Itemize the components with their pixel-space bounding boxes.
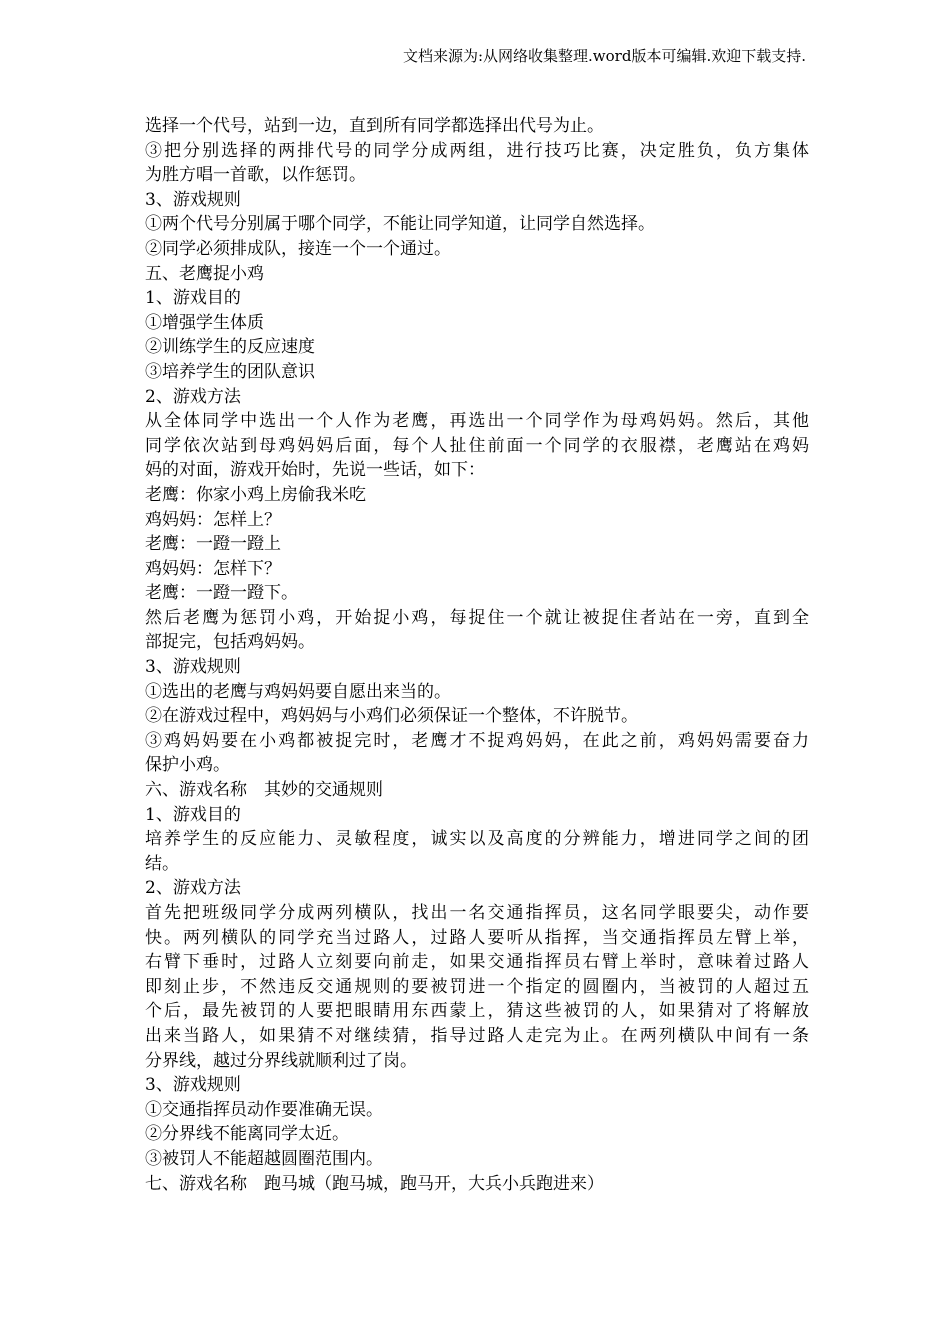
text-line: 保护小鸡。 (145, 755, 230, 776)
text-line: ②训练学生的反应速度 (145, 337, 315, 358)
text-line: 六、游戏名称 其妙的交通规则 (145, 780, 383, 801)
text-line: 从全体同学中选出一个人作为老鹰，再选出一个同学作为母鸡妈妈。然后，其他 (145, 411, 809, 432)
text-line: ①选出的老鹰与鸡妈妈要自愿出来当的。 (145, 681, 451, 702)
text-line: 分界线，越过分界线就顺利过了岗。 (145, 1050, 417, 1071)
text-line: 培养学生的反应能力、灵敏程度，诚实以及高度的分辨能力，增进同学之间的团 (145, 829, 809, 850)
text-line: 部捉完，包括鸡妈妈。 (145, 632, 315, 653)
text-line: ③鸡妈妈要在小鸡都被捉完时，老鹰才不捉鸡妈妈，在此之前，鸡妈妈需要奋力 (145, 730, 809, 751)
text-line: 快。两列横队的同学充当过路人，过路人要听从指挥，当交通指挥员左臂上举， (145, 927, 809, 948)
text-line: 1、游戏目的 (145, 804, 241, 825)
text-line: 结。 (145, 853, 179, 874)
text-line: 首先把班级同学分成两列横队，找出一名交通指挥员，这名同学眼要尖，动作要 (145, 903, 809, 923)
document-body (145, 114, 809, 1196)
text-line: ②分界线不能离同学太近。 (145, 1124, 349, 1145)
page-header: 文档来源为:从网络收集整理.word版本可编辑.欢迎下载支持. (402, 47, 806, 65)
text-line: 老鹰：一蹬一蹬上 (145, 534, 281, 555)
text-line: 妈的对面，游戏开始时，先说一些话，如下： (145, 460, 485, 481)
text-line: 七、游戏名称 跑马城（跑马城，跑马开，大兵小兵跑进来） (145, 1173, 604, 1194)
text-line: 为胜方唱一首歌，以作惩罚。 (145, 165, 366, 186)
text-line: 右臂下垂时，过路人立刻要向前走，如果交通指挥员右臂上举时，意味着过路人 (145, 952, 809, 973)
text-line: ②同学必须排成队，接连一个一个通过。 (145, 238, 451, 259)
text-line: 鸡妈妈：怎样上？ (145, 509, 281, 530)
text-line: ②在游戏过程中，鸡妈妈与小鸡们必须保证一个整体，不许脱节。 (145, 706, 638, 727)
text-line: 老鹰：你家小鸡上房偷我米吃 (145, 484, 366, 505)
text-line: ③被罚人不能超越圆圈范围内。 (145, 1148, 383, 1169)
text-line: 3、游戏规则 (145, 189, 241, 210)
text-line: 选择一个代号，站到一边，直到所有同学都选择出代号为止。 (145, 116, 604, 136)
text-line: 3、游戏规则 (145, 1075, 241, 1096)
text-line: 同学依次站到母鸡妈妈后面，每个人扯住前面一个同学的衣服襟，老鹰站在鸡妈 (145, 435, 809, 456)
text-line: 老鹰：一蹬一蹬下。 (145, 583, 298, 604)
text-line: 3、游戏规则 (145, 657, 241, 678)
text-line: ①两个代号分别属于哪个同学，不能让同学知道，让同学自然选择。 (145, 214, 655, 235)
text-line: ①交通指挥员动作要准确无误。 (145, 1099, 383, 1120)
text-line: 五、老鹰捉小鸡 (145, 263, 264, 284)
text-line: ③把分别选择的两排代号的同学分成两组，进行技巧比赛，决定胜负，负方集体 (145, 140, 809, 161)
text-line: ③培养学生的团队意识 (145, 361, 315, 382)
text-line: 2、游戏方法 (145, 878, 241, 899)
text-line: 即刻止步，不然违反交通规则的要被罚进一个指定的圆圈内，当被罚的人超过五 (145, 976, 809, 997)
text-line: 个后，最先被罚的人要把眼睛用东西蒙上，猜这些被罚的人，如果猜对了将解放 (145, 1001, 809, 1022)
text-line: 出来当路人，如果猜不对继续猜，指导过路人走完为止。在两列横队中间有一条 (145, 1025, 809, 1046)
text-line: 2、游戏方法 (145, 386, 241, 407)
text-line: 1、游戏目的 (145, 288, 241, 309)
text-line: 然后老鹰为惩罚小鸡，开始捉小鸡，每捉住一个就让被捉住者站在一旁，直到全 (145, 607, 809, 628)
text-line: 鸡妈妈：怎样下？ (145, 558, 281, 579)
text-line: ①增强学生体质 (145, 312, 264, 333)
